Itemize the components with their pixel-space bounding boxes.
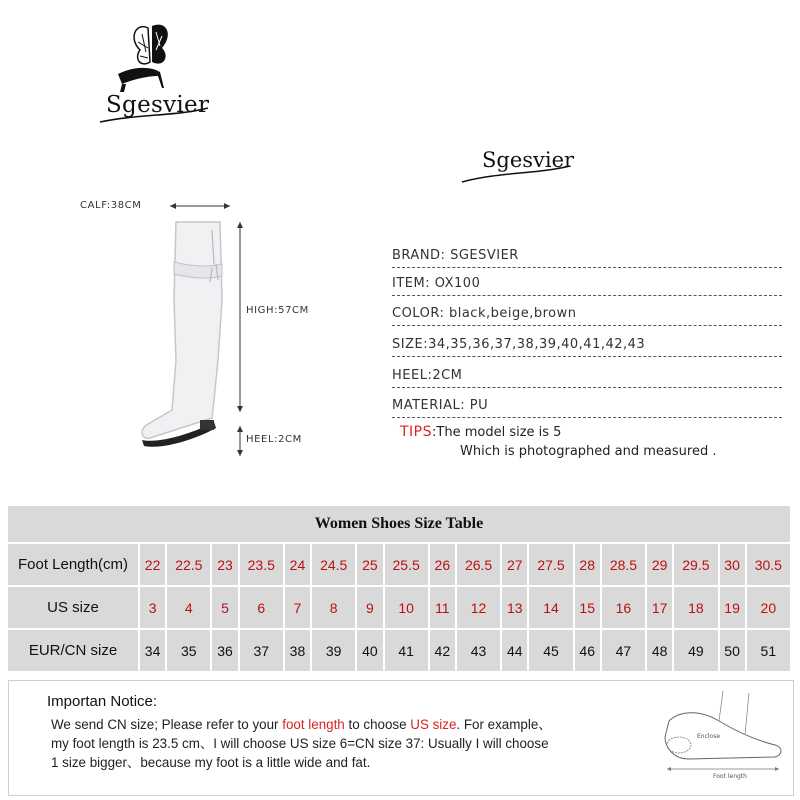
- table-cell: 47: [601, 629, 646, 672]
- foot-measure-diagram: [649, 681, 794, 793]
- table-cell: 25.5: [384, 543, 429, 586]
- table-cell: 17: [646, 586, 673, 629]
- table-cell: 9: [356, 586, 383, 629]
- table-cell: 4: [166, 586, 211, 629]
- notice-highlight-us-size: US size: [410, 717, 457, 732]
- row-header-us-size: US size: [7, 586, 139, 629]
- brand-logo-text: Sgesvier: [106, 92, 210, 118]
- table-row: [7, 629, 791, 672]
- table-cell: 22.5: [166, 543, 211, 586]
- table-cell: 28: [574, 543, 601, 586]
- notice-text: We send CN size; Please refer to your: [51, 717, 283, 732]
- table-cell: 27: [501, 543, 528, 586]
- table-cell: 23.5: [239, 543, 284, 586]
- table-cell: 19: [719, 586, 746, 629]
- table-cell: 26.5: [456, 543, 501, 586]
- table-cell: 7: [284, 586, 311, 629]
- table-cell: 46: [574, 629, 601, 672]
- table-cell: 29: [646, 543, 673, 586]
- notice-title: Importan Notice:: [47, 693, 158, 710]
- table-cell: 10: [384, 586, 429, 629]
- spec-color: COLOR: black,beige,brown: [392, 300, 782, 326]
- important-notice: [8, 680, 794, 796]
- table-cell: 49: [673, 629, 718, 672]
- notice-highlight-foot-length: foot length: [282, 717, 345, 732]
- table-cell: 20: [746, 586, 791, 629]
- diagram-label-enclose: Enclose: [697, 733, 721, 740]
- table-cell: 40: [356, 629, 383, 672]
- height-dimension: HIGH:57CM: [246, 305, 309, 316]
- table-cell: 38: [284, 629, 311, 672]
- table-cell: 30.5: [746, 543, 791, 586]
- spec-size: SIZE:34,35,36,37,38,39,40,41,42,43: [392, 331, 782, 357]
- table-cell: 24: [284, 543, 311, 586]
- table-cell: 45: [528, 629, 573, 672]
- table-cell: 3: [139, 586, 166, 629]
- table-cell: 25: [356, 543, 383, 586]
- size-table-title-row: [7, 505, 791, 543]
- table-cell: 29.5: [673, 543, 718, 586]
- table-cell: 15: [574, 586, 601, 629]
- row-header-eur-cn-size: EUR/CN size: [7, 629, 139, 672]
- tips-label: TIPS: [400, 424, 433, 440]
- table-cell: 18: [673, 586, 718, 629]
- table-row: [7, 543, 791, 586]
- table-cell: 5: [211, 586, 238, 629]
- spec-heel: HEEL:2CM: [392, 362, 782, 388]
- table-cell: 30: [719, 543, 746, 586]
- diagram-label-foot-length: Foot length: [713, 773, 747, 780]
- tips-line2: Which is photographed and measured .: [460, 444, 717, 459]
- table-cell: 34: [139, 629, 166, 672]
- table-cell: 48: [646, 629, 673, 672]
- table-cell: 28.5: [601, 543, 646, 586]
- notice-text: . For example、: [456, 717, 552, 732]
- tips-note: [400, 424, 717, 459]
- table-cell: 42: [429, 629, 456, 672]
- table-cell: 44: [501, 629, 528, 672]
- table-cell: 11: [429, 586, 456, 629]
- table-cell: 22: [139, 543, 166, 586]
- notice-text: to choose: [344, 717, 411, 732]
- table-cell: 39: [311, 629, 356, 672]
- table-cell: 43: [456, 629, 501, 672]
- spec-brand: BRAND: SGESVIER: [392, 242, 782, 268]
- spec-material: MATERIAL: PU: [392, 392, 782, 418]
- table-cell: 23: [211, 543, 238, 586]
- tips-line1: :The model size is 5: [432, 425, 562, 440]
- table-cell: 6: [239, 586, 284, 629]
- boot-image: [0, 0, 340, 480]
- size-table: [6, 504, 792, 673]
- row-header-foot-length: Foot Length(cm): [7, 543, 139, 586]
- table-cell: 27.5: [528, 543, 573, 586]
- table-cell: 26: [429, 543, 456, 586]
- table-cell: 51: [746, 629, 791, 672]
- table-cell: 37: [239, 629, 284, 672]
- notice-line-3: 1 size bigger、because my foot is a little wide and fat.: [51, 755, 371, 770]
- calf-dimension: CALF:38CM: [80, 200, 142, 211]
- logo-swoosh-icon: [458, 148, 578, 188]
- table-cell: 12: [456, 586, 501, 629]
- size-table-title: Women Shoes Size Table: [7, 505, 791, 543]
- table-cell: 8: [311, 586, 356, 629]
- table-cell: 36: [211, 629, 238, 672]
- table-cell: 13: [501, 586, 528, 629]
- brand-logo-small-text: Sgesvier: [482, 148, 575, 172]
- table-cell: 24.5: [311, 543, 356, 586]
- notice-line-1: [51, 714, 552, 733]
- table-cell: 14: [528, 586, 573, 629]
- spec-item: ITEM: OX100: [392, 270, 782, 296]
- table-cell: 50: [719, 629, 746, 672]
- table-cell: 41: [384, 629, 429, 672]
- table-row: [7, 586, 791, 629]
- heel-dimension: HEEL:2CM: [246, 434, 302, 445]
- notice-line-2: my foot length is 23.5 cm、I will choose US size 6=CN size 37: Usually I will choose: [51, 736, 549, 751]
- table-cell: 16: [601, 586, 646, 629]
- table-cell: 35: [166, 629, 211, 672]
- brand-logo-small: [458, 148, 578, 188]
